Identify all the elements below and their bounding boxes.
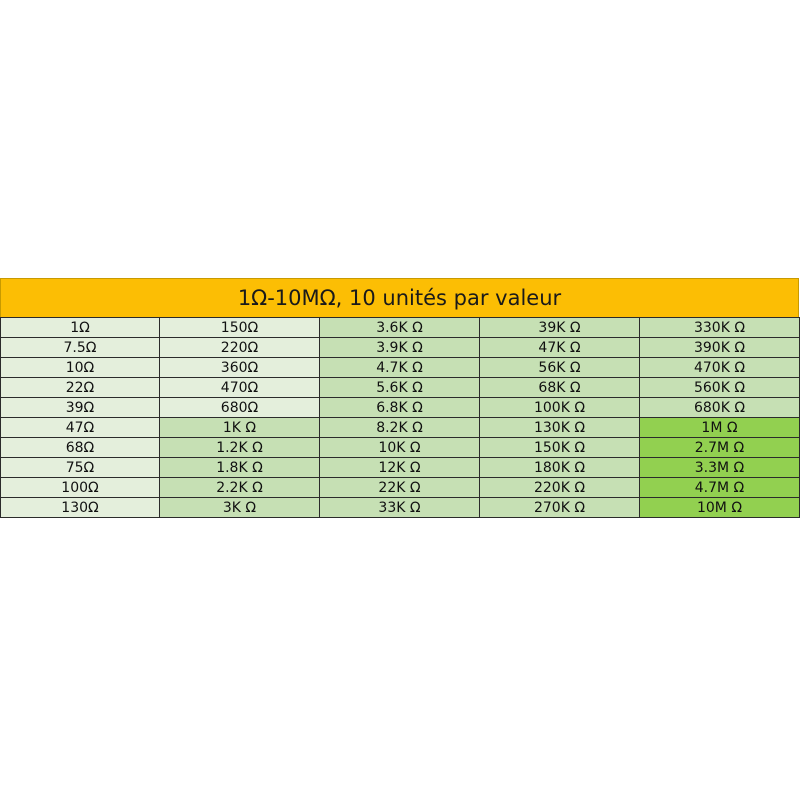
table-cell: 220Ω: [160, 338, 320, 358]
table-row: [1, 498, 800, 518]
table-row: [1, 318, 800, 338]
table-row: [1, 398, 800, 418]
table-row: [1, 438, 800, 458]
table-cell: 22K Ω: [320, 478, 480, 498]
table-cell: 100Ω: [1, 478, 160, 498]
table-cell: 68Ω: [1, 438, 160, 458]
table-cell: 470Ω: [160, 378, 320, 398]
table-cell: 3.9K Ω: [320, 338, 480, 358]
table-cell: 180K Ω: [480, 458, 640, 478]
table-cell: 680K Ω: [640, 398, 800, 418]
table-cell: 68K Ω: [480, 378, 640, 398]
table-row: [1, 458, 800, 478]
table-title: 1Ω-10MΩ, 10 unités par valeur: [0, 278, 799, 317]
table-cell: 1K Ω: [160, 418, 320, 438]
table-cell: 10K Ω: [320, 438, 480, 458]
table-cell: 4.7M Ω: [640, 478, 800, 498]
table-cell: 6.8K Ω: [320, 398, 480, 418]
table-cell: 47K Ω: [480, 338, 640, 358]
table-cell: 2.2K Ω: [160, 478, 320, 498]
table-cell: 2.7M Ω: [640, 438, 800, 458]
table-cell: 4.7K Ω: [320, 358, 480, 378]
table-cell: 3.6K Ω: [320, 318, 480, 338]
table-row: [1, 478, 800, 498]
table-cell: 3.3M Ω: [640, 458, 800, 478]
table-cell: 560K Ω: [640, 378, 800, 398]
table-cell: 330K Ω: [640, 318, 800, 338]
table-cell: 130Ω: [1, 498, 160, 518]
table-row: [1, 358, 800, 378]
table-cell: 470K Ω: [640, 358, 800, 378]
table-cell: 7.5Ω: [1, 338, 160, 358]
table-cell: 8.2K Ω: [320, 418, 480, 438]
table-cell: 100K Ω: [480, 398, 640, 418]
table-row: [1, 418, 800, 438]
table-row: [1, 378, 800, 398]
table-cell: 33K Ω: [320, 498, 480, 518]
table-cell: 360Ω: [160, 358, 320, 378]
table-row: [1, 338, 800, 358]
table-cell: 10Ω: [1, 358, 160, 378]
table-cell: 390K Ω: [640, 338, 800, 358]
table-cell: 10M Ω: [640, 498, 800, 518]
table-cell: 150Ω: [160, 318, 320, 338]
table-cell: 150K Ω: [480, 438, 640, 458]
resistor-value-table: [0, 278, 800, 518]
table-cell: 1M Ω: [640, 418, 800, 438]
table-cell: 680Ω: [160, 398, 320, 418]
table-cell: 39K Ω: [480, 318, 640, 338]
table-cell: 3K Ω: [160, 498, 320, 518]
table-cell: 1Ω: [1, 318, 160, 338]
table-cell: 1.8K Ω: [160, 458, 320, 478]
table-cell: 56K Ω: [480, 358, 640, 378]
table-cell: 1.2K Ω: [160, 438, 320, 458]
table-cell: 130K Ω: [480, 418, 640, 438]
table-cell: 75Ω: [1, 458, 160, 478]
table-cell: 12K Ω: [320, 458, 480, 478]
table-cell: 47Ω: [1, 418, 160, 438]
table-cell: 39Ω: [1, 398, 160, 418]
table-cell: 5.6K Ω: [320, 378, 480, 398]
value-grid: [0, 317, 800, 518]
table-cell: 22Ω: [1, 378, 160, 398]
table-cell: 270K Ω: [480, 498, 640, 518]
table-cell: 220K Ω: [480, 478, 640, 498]
